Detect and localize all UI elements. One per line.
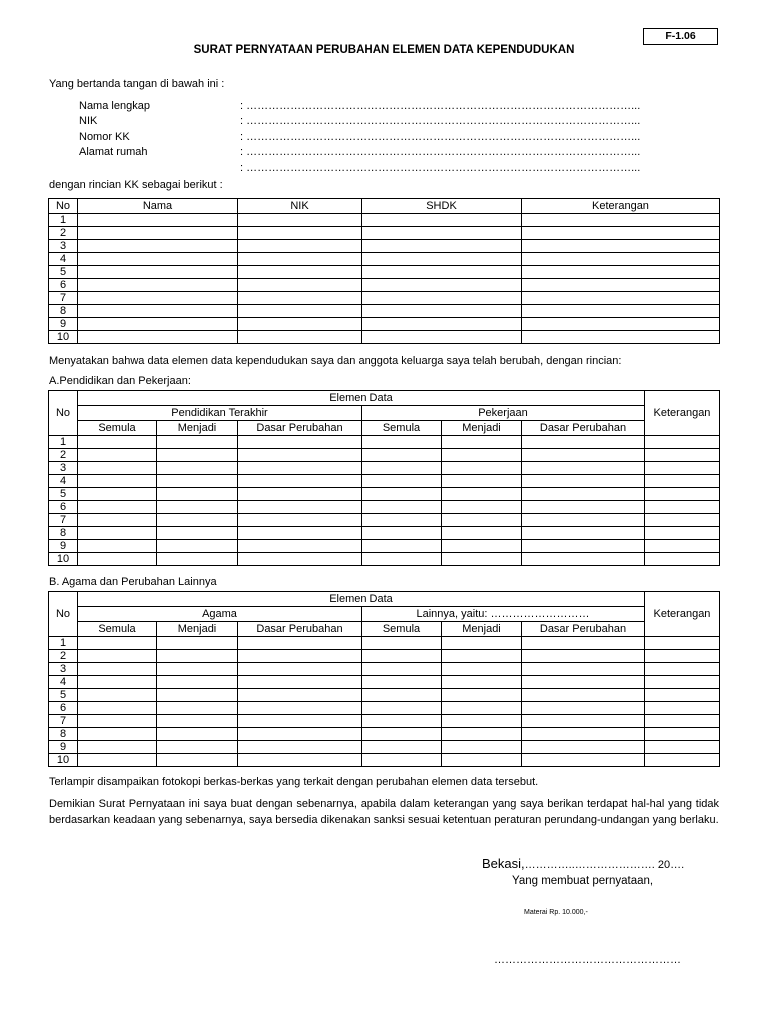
kk-table-row	[49, 214, 720, 227]
section-b-cell[interactable]	[362, 689, 442, 702]
section-b-cell[interactable]	[157, 754, 238, 767]
section-b-cell[interactable]	[238, 663, 362, 676]
kk-table-cell[interactable]	[522, 240, 720, 253]
section-a-cell[interactable]	[645, 436, 720, 449]
section-b-cell[interactable]	[157, 715, 238, 728]
kk-table-cell[interactable]	[78, 331, 238, 344]
section-a-row-number: 6	[49, 501, 78, 514]
kk-table-row	[49, 253, 720, 266]
section-b-cell[interactable]	[362, 741, 442, 754]
kk-table-cell[interactable]	[238, 331, 362, 344]
section-a-cell[interactable]	[238, 540, 362, 553]
kk-table-cell[interactable]	[362, 305, 522, 318]
section-a-sub-semula-2: Semula	[362, 421, 442, 436]
kk-table-cell[interactable]	[238, 214, 362, 227]
kk-table-row-number: 2	[49, 227, 78, 240]
kk-table-row-number: 7	[49, 292, 78, 305]
signature-line: ……………………………………………	[494, 954, 681, 966]
section-a-cell[interactable]	[157, 449, 238, 462]
kk-table-row	[49, 331, 720, 344]
field-label-nik: NIK	[79, 115, 98, 127]
section-a-cell[interactable]	[362, 436, 442, 449]
kk-table-cell[interactable]	[362, 214, 522, 227]
kk-intro: dengan rincian KK sebagai berikut :	[49, 179, 223, 191]
section-b-cell[interactable]	[442, 689, 522, 702]
section-a-cell[interactable]	[522, 540, 645, 553]
section-b-cell[interactable]	[157, 637, 238, 650]
section-a-group-pekerjaan: Pekerjaan	[362, 406, 645, 421]
section-b-cell[interactable]	[78, 702, 157, 715]
section-b-cell[interactable]	[238, 676, 362, 689]
section-a-cell[interactable]	[157, 514, 238, 527]
section-a-cell[interactable]	[78, 488, 157, 501]
section-a-cell[interactable]	[78, 462, 157, 475]
section-a-row-number: 9	[49, 540, 78, 553]
section-a-cell[interactable]	[157, 527, 238, 540]
kk-header-nik: NIK	[238, 199, 362, 214]
kk-table-cell[interactable]	[522, 292, 720, 305]
kk-table-cell[interactable]	[522, 279, 720, 292]
section-b-cell[interactable]	[442, 676, 522, 689]
section-b-cell[interactable]	[442, 728, 522, 741]
section-a-row	[49, 527, 720, 540]
section-a-cell[interactable]	[442, 462, 522, 475]
section-b-group-agama: Agama	[78, 607, 362, 622]
section-b-cell[interactable]	[522, 689, 645, 702]
kk-table-cell[interactable]	[522, 305, 720, 318]
kk-table-cell[interactable]	[238, 266, 362, 279]
kk-table-cell[interactable]	[238, 240, 362, 253]
section-b-table	[48, 591, 720, 767]
kk-table-cell[interactable]	[362, 266, 522, 279]
section-a-cell[interactable]	[157, 501, 238, 514]
section-a-heading: A.Pendidikan dan Pekerjaan:	[49, 375, 191, 387]
kk-table-row	[49, 318, 720, 331]
kk-table-cell[interactable]	[362, 253, 522, 266]
section-b-cell[interactable]	[522, 663, 645, 676]
kk-table-row-number: 1	[49, 214, 78, 227]
section-a-no-header: No	[49, 391, 78, 436]
kk-table-cell[interactable]	[362, 279, 522, 292]
kk-table-row-number: 10	[49, 331, 78, 344]
section-a-cell[interactable]	[157, 462, 238, 475]
section-a-cell[interactable]	[442, 501, 522, 514]
kk-table-cell[interactable]	[362, 240, 522, 253]
section-a-cell[interactable]	[442, 475, 522, 488]
section-a-cell[interactable]	[442, 488, 522, 501]
section-a-cell[interactable]	[522, 553, 645, 566]
section-a-cell[interactable]	[645, 514, 720, 527]
section-b-cell[interactable]	[78, 741, 157, 754]
attachment-note: Terlampir disampaikan fotokopi berkas-berkas yang terkait dengan perubahan elemen data tersebut.	[49, 776, 539, 788]
page-title: SURAT PERNYATAAN PERUBAHAN ELEMEN DATA KEPENDUDUKAN	[193, 44, 575, 56]
kk-table-cell[interactable]	[78, 266, 238, 279]
kk-table-row	[49, 305, 720, 318]
section-a-cell[interactable]	[362, 475, 442, 488]
section-b-row	[49, 715, 720, 728]
section-a-cell[interactable]	[238, 436, 362, 449]
section-a-row-number: 1	[49, 436, 78, 449]
section-b-cell[interactable]	[238, 702, 362, 715]
section-b-elemen-data: Elemen Data	[78, 592, 645, 607]
section-b-cell[interactable]	[362, 663, 442, 676]
section-a-cell[interactable]	[645, 527, 720, 540]
section-b-cell[interactable]	[522, 650, 645, 663]
section-b-cell[interactable]	[238, 689, 362, 702]
section-b-cell[interactable]	[442, 650, 522, 663]
closing-paragraph: Demikian Surat Pernyataan ini saya buat dengan sebenarnya, apabila dalam keterangan yang saya berikan terdapat hal-hal yang tidak berdasarkan keadaan yang sebenarnya, saya bersedia dikenakan sanksi sesuai ketentuan peraturan perundang-undangan yang berlaku.	[49, 798, 719, 826]
section-b-cell[interactable]	[362, 715, 442, 728]
section-a-cell[interactable]	[157, 475, 238, 488]
section-b-cell[interactable]	[157, 689, 238, 702]
kk-table-cell[interactable]	[362, 227, 522, 240]
section-b-cell[interactable]	[157, 650, 238, 663]
section-a-cell[interactable]	[238, 514, 362, 527]
kk-header-no: No	[49, 199, 78, 214]
kk-table-cell[interactable]	[238, 227, 362, 240]
field-value-alamat: : ……………………………………………………………………………………………...	[240, 146, 641, 158]
section-b-sub-semula: Semula	[78, 622, 157, 637]
section-b-row-number: 9	[49, 741, 78, 754]
section-a-cell[interactable]	[238, 527, 362, 540]
kk-table-cell[interactable]	[522, 253, 720, 266]
section-a-sub-menjadi-2: Menjadi	[442, 421, 522, 436]
section-a-cell[interactable]	[238, 449, 362, 462]
section-a-cell[interactable]	[522, 449, 645, 462]
section-a-cell[interactable]	[442, 436, 522, 449]
section-a-sub-menjadi: Menjadi	[157, 421, 238, 436]
section-a-elemen-data: Elemen Data	[78, 391, 645, 406]
kk-table-row-number: 5	[49, 266, 78, 279]
kk-table-cell[interactable]	[78, 240, 238, 253]
section-a-cell[interactable]	[442, 553, 522, 566]
section-b-cell[interactable]	[522, 702, 645, 715]
section-a-cell[interactable]	[157, 553, 238, 566]
field-value-nomor-kk: : ……………………………………………………………………………………………...	[240, 131, 641, 143]
section-b-row-number: 2	[49, 650, 78, 663]
kk-table-cell[interactable]	[78, 253, 238, 266]
kk-table	[48, 198, 720, 344]
section-b-row	[49, 650, 720, 663]
section-a-keterangan: Keterangan	[645, 391, 720, 436]
section-b-cell[interactable]	[78, 754, 157, 767]
kk-table-cell[interactable]	[78, 214, 238, 227]
section-a-cell[interactable]	[78, 475, 157, 488]
field-value-nama: : ……………………………………………………………………………………………...	[240, 100, 641, 112]
field-label-nomor-kk: Nomor KK	[79, 131, 130, 143]
section-b-cell[interactable]	[362, 650, 442, 663]
kk-table-cell[interactable]	[362, 292, 522, 305]
section-b-row	[49, 754, 720, 767]
section-b-cell[interactable]	[522, 676, 645, 689]
kk-table-row	[49, 227, 720, 240]
section-a-cell[interactable]	[522, 462, 645, 475]
section-b-cell[interactable]	[645, 650, 720, 663]
section-a-row	[49, 488, 720, 501]
section-b-cell[interactable]	[78, 689, 157, 702]
section-a-row-number: 2	[49, 449, 78, 462]
section-b-row-number: 1	[49, 637, 78, 650]
section-b-cell[interactable]	[645, 741, 720, 754]
section-b-group-lainnya: Lainnya, yaitu: ………………………	[362, 607, 645, 622]
section-b-cell[interactable]	[645, 676, 720, 689]
section-a-cell[interactable]	[442, 527, 522, 540]
kk-table-row	[49, 240, 720, 253]
section-b-cell[interactable]	[362, 676, 442, 689]
section-a-cell[interactable]	[442, 514, 522, 527]
section-b-cell[interactable]	[238, 637, 362, 650]
section-b-cell[interactable]	[442, 741, 522, 754]
section-b-cell[interactable]	[645, 715, 720, 728]
kk-header-shdk: SHDK	[362, 199, 522, 214]
kk-table-cell[interactable]	[238, 253, 362, 266]
section-a-cell[interactable]	[362, 449, 442, 462]
section-a-cell[interactable]	[78, 540, 157, 553]
section-b-row-number: 10	[49, 754, 78, 767]
section-b-cell[interactable]	[238, 715, 362, 728]
section-b-heading: B. Agama dan Perubahan Lainnya	[49, 576, 217, 588]
section-a-row	[49, 475, 720, 488]
section-a-cell[interactable]	[238, 462, 362, 475]
section-a-cell[interactable]	[362, 553, 442, 566]
section-b-cell[interactable]	[157, 676, 238, 689]
section-b-cell[interactable]	[78, 715, 157, 728]
kk-table-cell[interactable]	[238, 318, 362, 331]
kk-table-header	[49, 199, 720, 214]
kk-table-cell[interactable]	[362, 331, 522, 344]
section-b-cell[interactable]	[645, 754, 720, 767]
section-b-body	[49, 637, 720, 767]
section-b-row-number: 4	[49, 676, 78, 689]
section-a-cell[interactable]	[362, 527, 442, 540]
section-b-cell[interactable]	[442, 637, 522, 650]
section-a-cell[interactable]	[645, 540, 720, 553]
section-a-cell[interactable]	[645, 488, 720, 501]
section-a-cell[interactable]	[522, 501, 645, 514]
section-b-row	[49, 676, 720, 689]
section-a-cell[interactable]	[157, 436, 238, 449]
kk-header-keterangan: Keterangan	[522, 199, 720, 214]
section-a-row	[49, 436, 720, 449]
section-b-cell[interactable]	[238, 754, 362, 767]
statement-text: Menyatakan bahwa data elemen data kependudukan saya dan anggota keluarga saya telah berubah, dengan rincian:	[49, 355, 622, 367]
kk-header-nama: Nama	[78, 199, 238, 214]
section-b-cell[interactable]	[157, 663, 238, 676]
section-a-cell[interactable]	[78, 449, 157, 462]
section-b-cell[interactable]	[238, 728, 362, 741]
section-b-sub-dasar-2: Dasar Perubahan	[522, 622, 645, 637]
section-b-row	[49, 741, 720, 754]
section-a-cell[interactable]	[362, 540, 442, 553]
kk-table-cell[interactable]	[522, 227, 720, 240]
section-a-row-number: 10	[49, 553, 78, 566]
section-b-cell[interactable]	[238, 650, 362, 663]
section-b-cell[interactable]	[442, 702, 522, 715]
section-b-row-number: 7	[49, 715, 78, 728]
field-label-nama: Nama lengkap	[79, 100, 150, 112]
section-a-cell[interactable]	[522, 436, 645, 449]
field-value-alamat-2: : ……………………………………………………………………………………………...	[240, 162, 641, 174]
section-a-cell[interactable]	[645, 475, 720, 488]
kk-table-cell[interactable]	[238, 292, 362, 305]
section-a-row	[49, 449, 720, 462]
section-a-cell[interactable]	[157, 488, 238, 501]
section-b-cell[interactable]	[157, 728, 238, 741]
kk-table-cell[interactable]	[362, 318, 522, 331]
section-a-row-number: 4	[49, 475, 78, 488]
section-b-cell[interactable]	[522, 637, 645, 650]
kk-table-cell[interactable]	[238, 305, 362, 318]
section-a-row-number: 3	[49, 462, 78, 475]
field-value-nik: : ……………………………………………………………………………………………...	[240, 115, 641, 127]
section-b-row-number: 3	[49, 663, 78, 676]
section-b-cell[interactable]	[442, 754, 522, 767]
section-b-sub-menjadi-2: Menjadi	[442, 622, 522, 637]
form-code: F-1.06	[643, 28, 718, 45]
section-a-cell[interactable]	[78, 527, 157, 540]
kk-table-cell[interactable]	[522, 331, 720, 344]
section-a-row	[49, 501, 720, 514]
section-b-cell[interactable]	[442, 663, 522, 676]
signature-place: Bekasi,	[482, 856, 525, 871]
section-b-cell[interactable]	[362, 702, 442, 715]
section-a-body	[49, 436, 720, 566]
section-b-cell[interactable]	[157, 702, 238, 715]
section-a-row-number: 5	[49, 488, 78, 501]
section-b-row-number: 5	[49, 689, 78, 702]
kk-table-row-number: 3	[49, 240, 78, 253]
section-a-cell[interactable]	[645, 462, 720, 475]
section-b-cell[interactable]	[522, 741, 645, 754]
section-b-cell[interactable]	[645, 637, 720, 650]
section-a-cell[interactable]	[522, 475, 645, 488]
section-a-sub-dasar-2: Dasar Perubahan	[522, 421, 645, 436]
section-b-cell[interactable]	[522, 715, 645, 728]
section-b-sub-dasar: Dasar Perubahan	[238, 622, 362, 637]
kk-table-cell[interactable]	[78, 318, 238, 331]
section-b-cell[interactable]	[645, 689, 720, 702]
section-b-cell[interactable]	[522, 754, 645, 767]
kk-table-cell[interactable]	[522, 214, 720, 227]
section-b-keterangan: Keterangan	[645, 592, 720, 637]
section-b-row	[49, 689, 720, 702]
section-a-row	[49, 462, 720, 475]
kk-table-cell[interactable]	[78, 292, 238, 305]
section-a-cell[interactable]	[522, 488, 645, 501]
section-b-no-header: No	[49, 592, 78, 637]
kk-table-row	[49, 292, 720, 305]
section-a-cell[interactable]	[78, 501, 157, 514]
section-b-cell[interactable]	[157, 741, 238, 754]
intro-text: Yang bertanda tangan di bawah ini :	[49, 78, 225, 90]
stamp-duty-note: Materai Rp. 10.000,-	[524, 909, 588, 916]
section-b-cell[interactable]	[645, 702, 720, 715]
section-b-cell[interactable]	[238, 741, 362, 754]
section-a-row	[49, 540, 720, 553]
section-b-cell[interactable]	[645, 728, 720, 741]
section-b-cell[interactable]	[78, 728, 157, 741]
section-a-cell[interactable]	[522, 514, 645, 527]
section-a-row-number: 8	[49, 527, 78, 540]
section-b-row	[49, 637, 720, 650]
section-a-cell[interactable]	[238, 475, 362, 488]
kk-table-row-number: 4	[49, 253, 78, 266]
kk-table-cell[interactable]	[78, 227, 238, 240]
section-b-cell[interactable]	[645, 663, 720, 676]
section-b-row-number: 6	[49, 702, 78, 715]
section-a-group-pendidikan: Pendidikan Terakhir	[78, 406, 362, 421]
section-a-cell[interactable]	[442, 449, 522, 462]
section-a-cell[interactable]	[238, 488, 362, 501]
section-b-row-number: 8	[49, 728, 78, 741]
section-a-row	[49, 553, 720, 566]
section-b-cell[interactable]	[362, 754, 442, 767]
field-label-alamat: Alamat rumah	[79, 146, 148, 158]
kk-table-row-number: 6	[49, 279, 78, 292]
section-a-cell[interactable]	[362, 514, 442, 527]
kk-table-row	[49, 266, 720, 279]
kk-table-body	[49, 214, 720, 344]
kk-table-cell[interactable]	[78, 305, 238, 318]
section-a-table	[48, 390, 720, 566]
kk-table-cell[interactable]	[522, 266, 720, 279]
kk-table-cell[interactable]	[238, 279, 362, 292]
section-a-cell[interactable]	[362, 462, 442, 475]
section-b-cell[interactable]	[78, 637, 157, 650]
section-b-cell[interactable]	[78, 650, 157, 663]
section-a-cell[interactable]	[78, 553, 157, 566]
section-a-cell[interactable]	[157, 540, 238, 553]
kk-table-row-number: 9	[49, 318, 78, 331]
section-b-cell[interactable]	[78, 663, 157, 676]
section-b-sub-menjadi: Menjadi	[157, 622, 238, 637]
section-b-row	[49, 728, 720, 741]
section-a-cell[interactable]	[238, 501, 362, 514]
section-a-cell[interactable]	[522, 527, 645, 540]
section-a-cell[interactable]	[362, 501, 442, 514]
kk-table-row-number: 8	[49, 305, 78, 318]
kk-table-cell[interactable]	[522, 318, 720, 331]
section-b-cell[interactable]	[78, 676, 157, 689]
section-a-cell[interactable]	[78, 514, 157, 527]
section-b-row	[49, 663, 720, 676]
section-b-row	[49, 702, 720, 715]
section-a-cell[interactable]	[362, 488, 442, 501]
section-a-row-number: 7	[49, 514, 78, 527]
section-a-cell[interactable]	[442, 540, 522, 553]
section-b-sub-semula-2: Semula	[362, 622, 442, 637]
section-b-cell[interactable]	[442, 715, 522, 728]
section-a-row	[49, 514, 720, 527]
section-a-cell[interactable]	[78, 436, 157, 449]
signature-place-date	[482, 856, 684, 871]
section-a-cell[interactable]	[645, 501, 720, 514]
signature-date: …………..…………………. 20….	[524, 859, 685, 871]
signature-maker: Yang membuat pernyataan,	[512, 875, 654, 887]
section-a-cell[interactable]	[645, 449, 720, 462]
section-b-cell[interactable]	[522, 728, 645, 741]
section-a-sub-semula: Semula	[78, 421, 157, 436]
section-a-sub-dasar: Dasar Perubahan	[238, 421, 362, 436]
kk-table-cell[interactable]	[78, 279, 238, 292]
section-b-cell[interactable]	[362, 728, 442, 741]
kk-table-row	[49, 279, 720, 292]
section-a-cell[interactable]	[238, 553, 362, 566]
section-a-cell[interactable]	[645, 553, 720, 566]
section-b-cell[interactable]	[362, 637, 442, 650]
